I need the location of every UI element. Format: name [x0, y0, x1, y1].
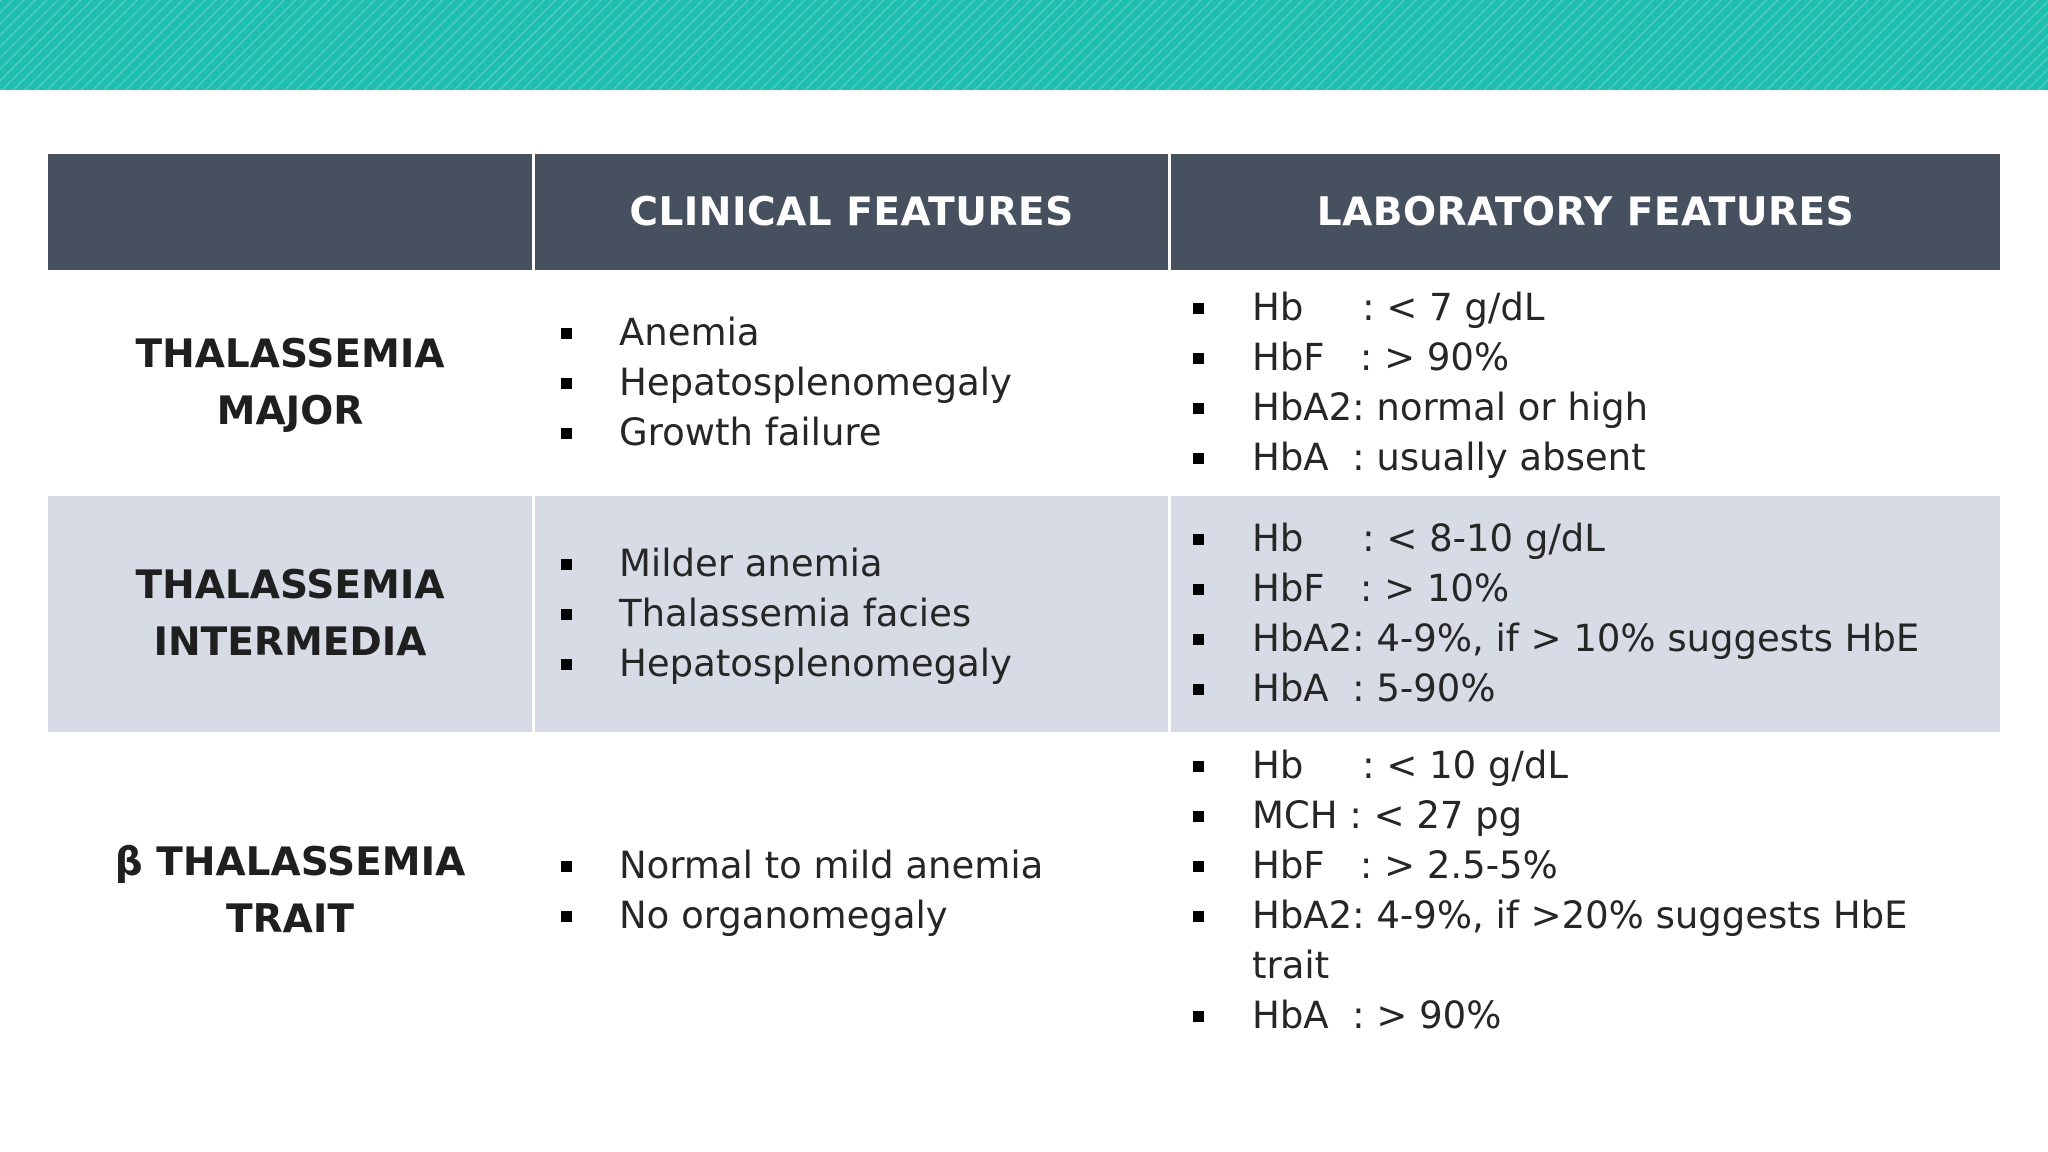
- list-item: [1193, 741, 1990, 791]
- list-item-text: HbF : > 10%: [1252, 567, 1510, 610]
- thalassemia-comparison-table: [48, 154, 2000, 1050]
- row-name-line: THALASSEMIA: [135, 563, 445, 608]
- laboratory-features-cell: [1168, 496, 2000, 732]
- list-item: [561, 589, 1012, 639]
- bullet-icon: [1193, 761, 1204, 772]
- list-item: [561, 358, 1012, 408]
- laboratory-features-cell: [1168, 732, 2000, 1050]
- list-item-text: HbA : usually absent: [1252, 436, 1646, 479]
- list-item-text: HbA2: 4-9%, if >20% suggests HbE trait: [1252, 894, 1908, 987]
- list-item-text: Hb : < 8-10 g/dL: [1252, 517, 1605, 560]
- header-cell-blank: [48, 154, 532, 270]
- row-name-cell: [48, 270, 532, 496]
- bullet-icon: [1193, 684, 1204, 695]
- table-row-thalassemia-intermedia: [48, 496, 2000, 732]
- list-item-text: Hepatosplenomegaly: [619, 642, 1012, 685]
- bullet-icon: [1193, 303, 1204, 314]
- table-row-thalassemia-major: [48, 270, 2000, 496]
- bullet-icon: [561, 659, 572, 670]
- list-item-text: No organomegaly: [619, 894, 948, 937]
- bullet-icon: [1193, 1011, 1204, 1022]
- list-item: [1193, 991, 1990, 1041]
- list-item: [1193, 333, 1648, 383]
- list-item-text: MCH : < 27 pg: [1252, 794, 1523, 837]
- bullet-icon: [1193, 403, 1204, 414]
- list-item: [561, 639, 1012, 689]
- laboratory-features-cell: [1168, 270, 2000, 496]
- row-name-cell: [48, 732, 532, 1050]
- list-item: [1193, 433, 1648, 483]
- table-row-beta-thalassemia-trait: [48, 732, 2000, 1050]
- list-item: [561, 308, 1012, 358]
- list-item-text: HbA : > 90%: [1252, 994, 1502, 1037]
- list-item: [1193, 891, 1990, 991]
- list-item-text: HbA2: normal or high: [1252, 386, 1649, 429]
- header-cell-clinical-features: CLINICAL FEATURES: [532, 154, 1168, 270]
- bullet-icon: [1193, 634, 1204, 645]
- bullet-icon: [1193, 453, 1204, 464]
- clinical-features-list: [561, 539, 1012, 689]
- list-item: [1193, 791, 1990, 841]
- list-item-text: HbA : 5-90%: [1252, 667, 1496, 710]
- list-item: [1193, 283, 1648, 333]
- row-name-line: β THALASSEMIA: [114, 840, 466, 885]
- row-name-line: THALASSEMIA: [135, 332, 445, 377]
- list-item: [1193, 664, 1919, 714]
- laboratory-features-list: [1193, 741, 1990, 1041]
- list-item-text: Anemia: [619, 311, 760, 354]
- list-item-text: Growth failure: [619, 411, 882, 454]
- list-item-text: Hepatosplenomegaly: [619, 361, 1012, 404]
- list-item: [561, 539, 1012, 589]
- list-item-text: HbA2: 4-9%, if > 10% suggests HbE: [1252, 617, 1920, 660]
- list-item-text: Milder anemia: [619, 542, 883, 585]
- list-item: [561, 891, 1043, 941]
- bullet-icon: [561, 328, 572, 339]
- bullet-icon: [1193, 861, 1204, 872]
- list-item-text: HbF : > 2.5-5%: [1252, 844, 1558, 887]
- top-decorative-band: [0, 0, 2048, 90]
- list-item: [1193, 383, 1648, 433]
- row-name-line: TRAIT: [226, 897, 354, 942]
- bullet-icon: [1193, 534, 1204, 545]
- list-item: [1193, 614, 1919, 664]
- bullet-icon: [561, 378, 572, 389]
- laboratory-features-list: [1193, 514, 1919, 714]
- clinical-features-list: [561, 308, 1012, 458]
- bullet-icon: [1193, 811, 1204, 822]
- list-item-text: Hb : < 7 g/dL: [1252, 286, 1545, 329]
- list-item: [561, 841, 1043, 891]
- list-item: [1193, 841, 1990, 891]
- header-cell-laboratory-features: LABORATORY FEATURES: [1168, 154, 2000, 270]
- clinical-features-cell: [532, 732, 1168, 1050]
- bullet-icon: [561, 861, 572, 872]
- list-item-text: Normal to mild anemia: [619, 844, 1044, 887]
- list-item: [561, 408, 1012, 458]
- list-item: [1193, 514, 1919, 564]
- table-header-row: [48, 154, 2000, 270]
- clinical-features-cell: [532, 496, 1168, 732]
- bullet-icon: [561, 559, 572, 570]
- bullet-icon: [561, 911, 572, 922]
- clinical-features-cell: [532, 270, 1168, 496]
- list-item-text: Hb : < 10 g/dL: [1252, 744, 1568, 787]
- bullet-icon: [561, 428, 572, 439]
- list-item: [1193, 564, 1919, 614]
- list-item-text: HbF : > 90%: [1252, 336, 1510, 379]
- list-item-text: Thalassemia facies: [619, 592, 972, 635]
- row-name-cell: [48, 496, 532, 732]
- row-name-line: MAJOR: [216, 389, 364, 434]
- clinical-features-list: [561, 841, 1043, 941]
- bullet-icon: [1193, 911, 1204, 922]
- bullet-icon: [1193, 353, 1204, 364]
- bullet-icon: [1193, 584, 1204, 595]
- laboratory-features-list: [1193, 283, 1648, 483]
- bullet-icon: [561, 609, 572, 620]
- row-name-line: INTERMEDIA: [153, 620, 427, 665]
